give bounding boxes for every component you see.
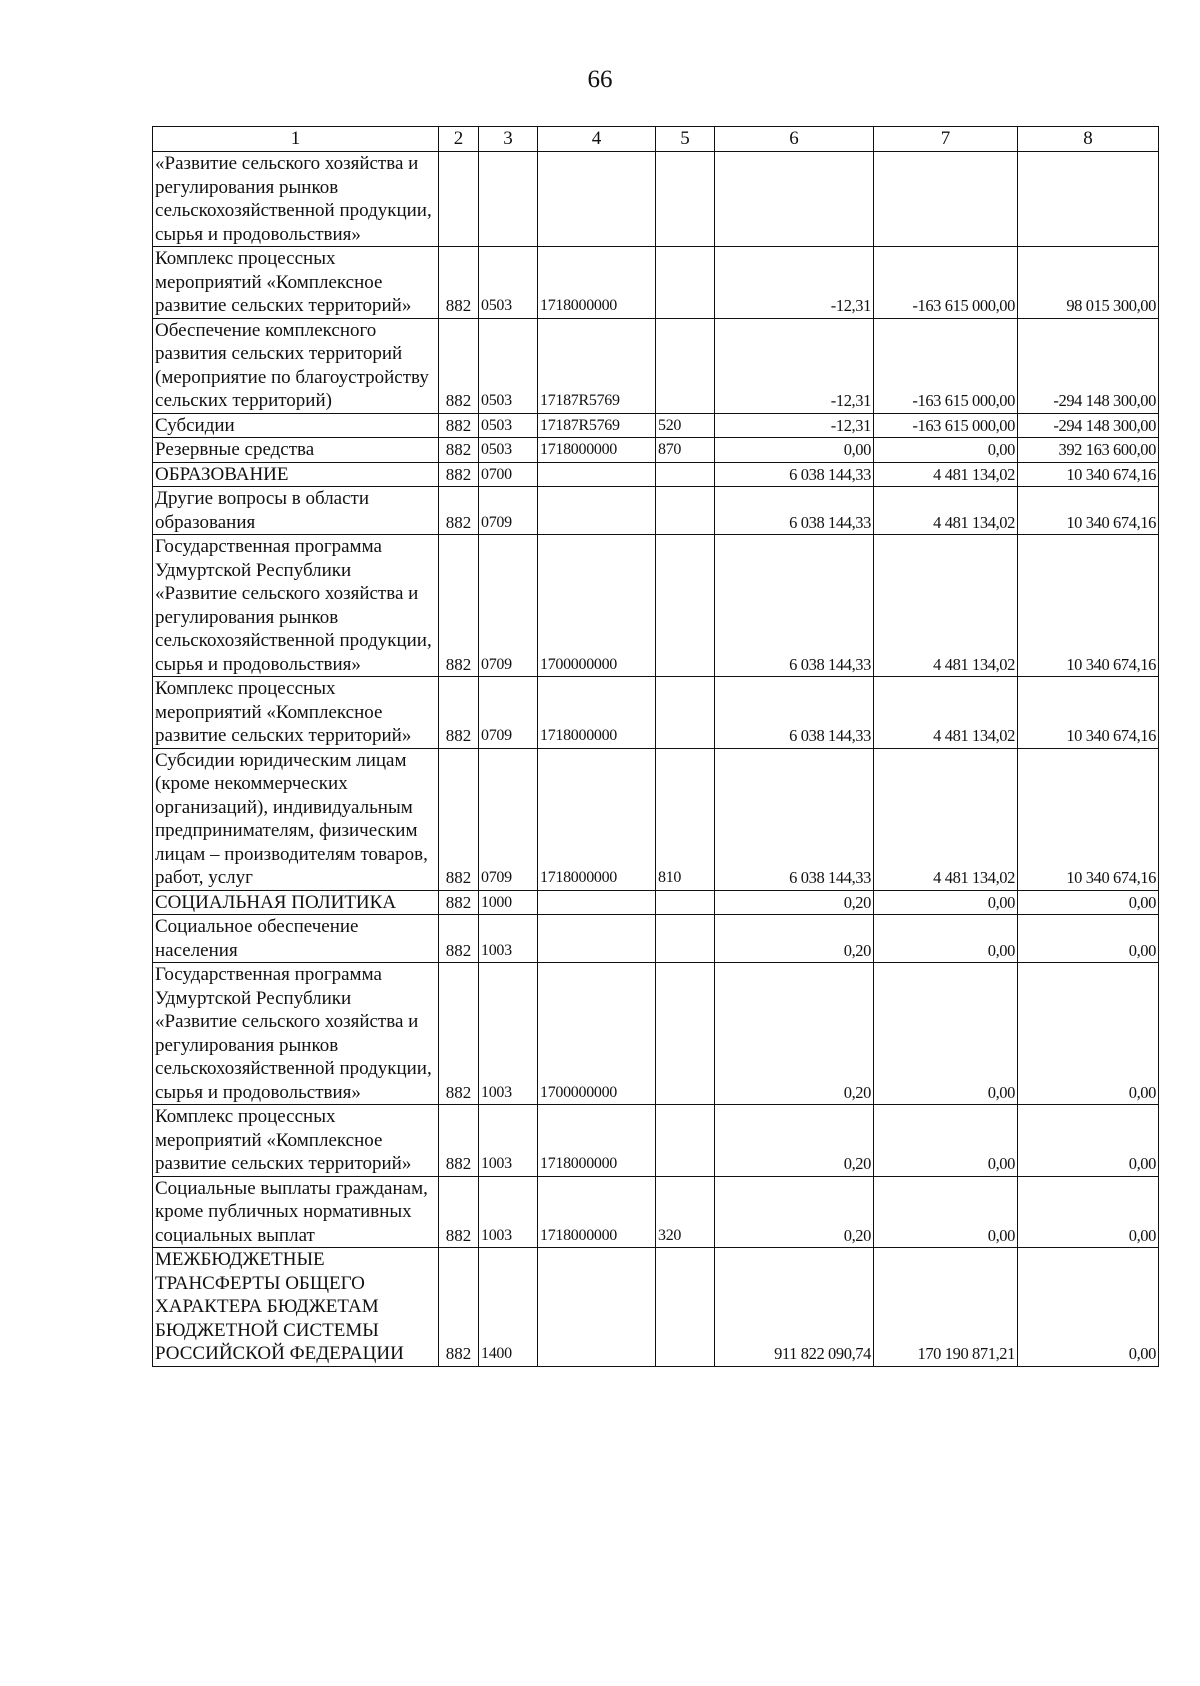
amount-col8: 10 340 674,16 bbox=[1018, 462, 1159, 487]
expense-type-code: 520 bbox=[656, 413, 715, 438]
target-article-code: 1700000000 bbox=[538, 535, 656, 677]
amount-col7: 0,00 bbox=[874, 1176, 1018, 1248]
table-row bbox=[153, 152, 1159, 247]
budget-table bbox=[152, 126, 1159, 1367]
expense-type-code bbox=[656, 487, 715, 535]
amount-col8 bbox=[1018, 152, 1159, 247]
target-article-code: 1700000000 bbox=[538, 963, 656, 1105]
row-name: Государственная программа Удмуртской Республики «Развитие сельского хозяйства и регулирования рынков сельскохозяйственной продукции, сырья и продовольствия» bbox=[153, 963, 439, 1105]
row-name: Резервные средства bbox=[153, 438, 439, 463]
amount-col7: 0,00 bbox=[874, 1105, 1018, 1177]
section-code: 0700 bbox=[479, 462, 538, 487]
amount-col6: -12,31 bbox=[715, 318, 874, 413]
row-name: Комплекс процессных мероприятий «Комплексное развитие сельских территорий» bbox=[153, 677, 439, 749]
amount-col7: 4 481 134,02 bbox=[874, 535, 1018, 677]
amount-col7: 0,00 bbox=[874, 915, 1018, 963]
amount-col8: 0,00 bbox=[1018, 1105, 1159, 1177]
expense-type-code: 320 bbox=[656, 1176, 715, 1248]
amount-col7: 0,00 bbox=[874, 963, 1018, 1105]
column-header: 3 bbox=[479, 127, 538, 152]
amount-col8: 10 340 674,16 bbox=[1018, 535, 1159, 677]
expense-type-code bbox=[656, 152, 715, 247]
amount-col8: -294 148 300,00 bbox=[1018, 413, 1159, 438]
header-row bbox=[153, 127, 1159, 152]
grbs-code: 882 bbox=[439, 1105, 479, 1177]
target-article-code bbox=[538, 915, 656, 963]
row-name: Обеспечение комплексного развития сельских территорий (мероприятие по благоустройству сельских территорий) bbox=[153, 318, 439, 413]
section-code: 1003 bbox=[479, 1176, 538, 1248]
amount-col6: 6 038 144,33 bbox=[715, 677, 874, 749]
amount-col8: 10 340 674,16 bbox=[1018, 748, 1159, 890]
section-code: 0503 bbox=[479, 247, 538, 319]
amount-col7: 0,00 bbox=[874, 438, 1018, 463]
grbs-code: 882 bbox=[439, 1248, 479, 1367]
table-row bbox=[153, 963, 1159, 1105]
grbs-code: 882 bbox=[439, 413, 479, 438]
table-row bbox=[153, 318, 1159, 413]
amount-col6 bbox=[715, 152, 874, 247]
target-article-code bbox=[538, 152, 656, 247]
amount-col7: 4 481 134,02 bbox=[874, 462, 1018, 487]
amount-col7: 170 190 871,21 bbox=[874, 1248, 1018, 1367]
amount-col8: 0,00 bbox=[1018, 890, 1159, 915]
amount-col7 bbox=[874, 152, 1018, 247]
column-header: 6 bbox=[715, 127, 874, 152]
expense-type-code bbox=[656, 915, 715, 963]
section-code: 0709 bbox=[479, 748, 538, 890]
row-name: Социальные выплаты гражданам, кроме публичных нормативных социальных выплат bbox=[153, 1176, 439, 1248]
amount-col6: 0,20 bbox=[715, 1176, 874, 1248]
table-row bbox=[153, 535, 1159, 677]
row-name: Комплекс процессных мероприятий «Комплексное развитие сельских территорий» bbox=[153, 1105, 439, 1177]
target-article-code: 1718000000 bbox=[538, 1176, 656, 1248]
expense-type-code bbox=[656, 318, 715, 413]
amount-col6: 6 038 144,33 bbox=[715, 535, 874, 677]
section-code: 1003 bbox=[479, 915, 538, 963]
amount-col7: -163 615 000,00 bbox=[874, 247, 1018, 319]
amount-col6: -12,31 bbox=[715, 247, 874, 319]
amount-col6: 0,20 bbox=[715, 963, 874, 1105]
amount-col8: 10 340 674,16 bbox=[1018, 487, 1159, 535]
grbs-code: 882 bbox=[439, 1176, 479, 1248]
amount-col7: -163 615 000,00 bbox=[874, 413, 1018, 438]
amount-col6: 0,20 bbox=[715, 890, 874, 915]
grbs-code: 882 bbox=[439, 677, 479, 749]
section-code: 0503 bbox=[479, 318, 538, 413]
target-article-code bbox=[538, 462, 656, 487]
amount-col8: 0,00 bbox=[1018, 963, 1159, 1105]
budget-table-body bbox=[153, 152, 1159, 1367]
section-code: 1003 bbox=[479, 1105, 538, 1177]
grbs-code: 882 bbox=[439, 963, 479, 1105]
column-header: 1 bbox=[153, 127, 439, 152]
table-row bbox=[153, 462, 1159, 487]
row-name: Субсидии bbox=[153, 413, 439, 438]
row-name: Социальное обеспечение населения bbox=[153, 915, 439, 963]
amount-col7: -163 615 000,00 bbox=[874, 318, 1018, 413]
grbs-code: 882 bbox=[439, 318, 479, 413]
column-header: 5 bbox=[656, 127, 715, 152]
row-name: ОБРАЗОВАНИЕ bbox=[153, 462, 439, 487]
row-name: Государственная программа Удмуртской Республики «Развитие сельского хозяйства и регулирования рынков сельскохозяйственной продукции, сырья и продовольствия» bbox=[153, 535, 439, 677]
grbs-code: 882 bbox=[439, 890, 479, 915]
row-name: «Развитие сельского хозяйства и регулирования рынков сельскохозяйственной продукции, сырья и продовольствия» bbox=[153, 152, 439, 247]
table-row bbox=[153, 487, 1159, 535]
amount-col6: 6 038 144,33 bbox=[715, 462, 874, 487]
table-row bbox=[153, 1176, 1159, 1248]
column-header: 4 bbox=[538, 127, 656, 152]
table-row bbox=[153, 1248, 1159, 1367]
expense-type-code: 810 bbox=[656, 748, 715, 890]
target-article-code: 1718000000 bbox=[538, 247, 656, 319]
expense-type-code bbox=[656, 1248, 715, 1367]
target-article-code: 17187R5769 bbox=[538, 413, 656, 438]
target-article-code: 1718000000 bbox=[538, 1105, 656, 1177]
expense-type-code bbox=[656, 462, 715, 487]
amount-col6: 6 038 144,33 bbox=[715, 487, 874, 535]
expense-type-code bbox=[656, 1105, 715, 1177]
section-code bbox=[479, 152, 538, 247]
amount-col6: 0,20 bbox=[715, 1105, 874, 1177]
expense-type-code: 870 bbox=[656, 438, 715, 463]
amount-col7: 0,00 bbox=[874, 890, 1018, 915]
expense-type-code bbox=[656, 247, 715, 319]
expense-type-code bbox=[656, 963, 715, 1105]
table-row bbox=[153, 748, 1159, 890]
amount-col6: 6 038 144,33 bbox=[715, 748, 874, 890]
grbs-code bbox=[439, 152, 479, 247]
section-code: 1003 bbox=[479, 963, 538, 1105]
target-article-code: 1718000000 bbox=[538, 748, 656, 890]
grbs-code: 882 bbox=[439, 462, 479, 487]
amount-col6: 0,20 bbox=[715, 915, 874, 963]
grbs-code: 882 bbox=[439, 535, 479, 677]
amount-col7: 4 481 134,02 bbox=[874, 677, 1018, 749]
section-code: 0709 bbox=[479, 535, 538, 677]
table-row bbox=[153, 890, 1159, 915]
grbs-code: 882 bbox=[439, 247, 479, 319]
table-row bbox=[153, 1105, 1159, 1177]
table-row bbox=[153, 677, 1159, 749]
row-name: МЕЖБЮДЖЕТНЫЕ ТРАНСФЕРТЫ ОБЩЕГО ХАРАКТЕРА БЮДЖЕТАМ БЮДЖЕТНОЙ СИСТЕМЫ РОССИЙСКОЙ ФЕДЕРАЦИИ bbox=[153, 1248, 439, 1367]
column-header: 2 bbox=[439, 127, 479, 152]
target-article-code: 17187R5769 bbox=[538, 318, 656, 413]
expense-type-code bbox=[656, 890, 715, 915]
amount-col8: 98 015 300,00 bbox=[1018, 247, 1159, 319]
table-row bbox=[153, 247, 1159, 319]
amount-col8: 0,00 bbox=[1018, 915, 1159, 963]
target-article-code bbox=[538, 890, 656, 915]
section-code: 1000 bbox=[479, 890, 538, 915]
amount-col8: 0,00 bbox=[1018, 1176, 1159, 1248]
table-row bbox=[153, 438, 1159, 463]
section-code: 0503 bbox=[479, 438, 538, 463]
section-code: 0709 bbox=[479, 487, 538, 535]
row-name: Комплекс процессных мероприятий «Комплексное развитие сельских территорий» bbox=[153, 247, 439, 319]
amount-col8: 0,00 bbox=[1018, 1248, 1159, 1367]
table-row bbox=[153, 915, 1159, 963]
column-header: 8 bbox=[1018, 127, 1159, 152]
grbs-code: 882 bbox=[439, 438, 479, 463]
amount-col8: 10 340 674,16 bbox=[1018, 677, 1159, 749]
target-article-code bbox=[538, 487, 656, 535]
section-code: 1400 bbox=[479, 1248, 538, 1367]
section-code: 0709 bbox=[479, 677, 538, 749]
target-article-code: 1718000000 bbox=[538, 677, 656, 749]
expense-type-code bbox=[656, 677, 715, 749]
amount-col8: -294 148 300,00 bbox=[1018, 318, 1159, 413]
row-name: Субсидии юридическим лицам (кроме некоммерческих организаций), индивидуальным предпринимателям, физическим лицам – производителям товаров, работ, услуг bbox=[153, 748, 439, 890]
amount-col6: 911 822 090,74 bbox=[715, 1248, 874, 1367]
amount-col7: 4 481 134,02 bbox=[874, 748, 1018, 890]
amount-col6: 0,00 bbox=[715, 438, 874, 463]
table-row bbox=[153, 413, 1159, 438]
amount-col8: 392 163 600,00 bbox=[1018, 438, 1159, 463]
grbs-code: 882 bbox=[439, 487, 479, 535]
page-number: 66 bbox=[587, 66, 613, 93]
grbs-code: 882 bbox=[439, 748, 479, 890]
column-header: 7 bbox=[874, 127, 1018, 152]
amount-col6: -12,31 bbox=[715, 413, 874, 438]
section-code: 0503 bbox=[479, 413, 538, 438]
amount-col7: 4 481 134,02 bbox=[874, 487, 1018, 535]
target-article-code: 1718000000 bbox=[538, 438, 656, 463]
row-name: СОЦИАЛЬНАЯ ПОЛИТИКА bbox=[153, 890, 439, 915]
expense-type-code bbox=[656, 535, 715, 677]
grbs-code: 882 bbox=[439, 915, 479, 963]
target-article-code bbox=[538, 1248, 656, 1367]
row-name: Другие вопросы в области образования bbox=[153, 487, 439, 535]
